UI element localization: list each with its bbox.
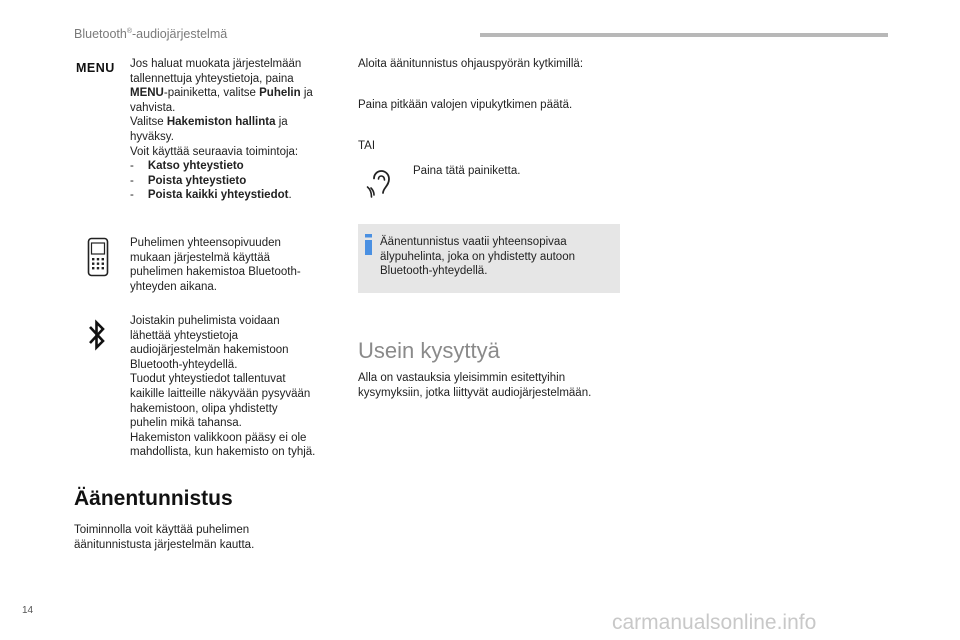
bluetooth-icon	[87, 318, 107, 352]
text-line: Äänentunnistus vaatii yhteensopivaa	[380, 236, 567, 248]
text-line: kaikille laitteille näkyvään pysyvään	[130, 387, 311, 400]
text-line: mahdollista, kun hakemisto on tyhjä.	[130, 446, 316, 459]
text-line: kysymyksiin, jotka liittyvät audiojärjestelmään.	[358, 386, 592, 399]
info-icon	[365, 234, 372, 255]
text-line: Toiminnolla voit käyttää puhelimen	[74, 524, 250, 536]
text-line: äänitunnistusta järjestelmän kautta.	[74, 538, 255, 551]
section-heading-faq: Usein kysyttyä	[358, 338, 500, 363]
option-item: - Poista yhteystieto	[130, 174, 247, 187]
page-number: 14	[22, 605, 34, 616]
mobile-phone-icon	[87, 237, 109, 277]
text-line: Hakemiston valikkoon pääsy ei ole	[130, 431, 307, 444]
text-line: Voit käyttää seuraavia toimintoja:	[130, 145, 299, 158]
text-line: hyväksy.	[130, 130, 174, 143]
header-rule	[480, 33, 888, 37]
faq-intro-text	[358, 371, 648, 400]
text-line: Alla on vastauksia yleisimmin esitettyihin	[358, 372, 566, 384]
text-line: Tuodut yhteystiedot tallentuvat	[130, 373, 286, 386]
option-item: - Katso yhteystieto	[130, 160, 244, 173]
bluetooth-contacts-text	[130, 314, 350, 460]
text-line: Puhelimen yhteensopivuuden	[130, 237, 281, 249]
text-line: älypuhelinta, joka on yhdistetty autoon	[380, 250, 575, 263]
running-header	[74, 27, 227, 41]
or-text: TAI	[358, 140, 376, 152]
text-line: yhteyden aikana.	[130, 280, 217, 293]
text-line: puhelimen hakemistoa Bluetooth-	[130, 266, 301, 279]
header-title: Bluetooth	[74, 27, 127, 41]
press-button-text: Paina tätä painiketta.	[413, 165, 521, 177]
text-line: tallennettuja yhteystietoja, paina	[130, 72, 294, 85]
menu-instructions	[130, 57, 345, 203]
menu-button-icon: MENU	[76, 61, 115, 75]
text-line: MENU-painiketta, valitse Puhelin ja	[130, 87, 313, 100]
text-line: lähettää yhteystietoja	[130, 329, 239, 342]
text-line: hakemistoon, olipa yhdistetty	[130, 402, 278, 415]
text-line: Valitse Hakemiston hallinta ja	[130, 116, 288, 129]
text-line: Bluetooth-yhteydellä.	[380, 265, 488, 278]
voice-intro-text	[74, 523, 334, 552]
voice-long-press-text: Paina pitkään valojen vipukytkimen päätä.	[358, 99, 573, 111]
text-line: puhelin mikä tahansa.	[130, 417, 242, 430]
section-heading-voice: Äänentunnistus	[74, 487, 233, 510]
info-text	[380, 235, 612, 279]
phone-compat-text	[130, 236, 345, 294]
text-line: mukaan järjestelmä käyttää	[130, 251, 270, 264]
text-line: Jos haluat muokata järjestelmään	[130, 58, 302, 70]
registered-mark: ®	[126, 27, 132, 35]
option-item: - Poista kaikki yhteystiedot.	[130, 189, 292, 202]
text-line: Joistakin puhelimista voidaan	[130, 315, 280, 327]
header-title-rest: -audiojärjestelmä	[132, 27, 228, 41]
text-line: audiojärjestelmän hakemistoon	[130, 344, 289, 357]
text-line: Bluetooth-yhteydellä.	[130, 358, 238, 371]
voice-command-icon	[366, 166, 400, 200]
watermark: carmanualsonline.info	[612, 611, 817, 634]
text-line: vahvista.	[130, 101, 176, 114]
voice-start-text: Aloita äänitunnistus ohjauspyörän kytkimillä:	[358, 58, 584, 70]
info-note	[358, 224, 620, 293]
